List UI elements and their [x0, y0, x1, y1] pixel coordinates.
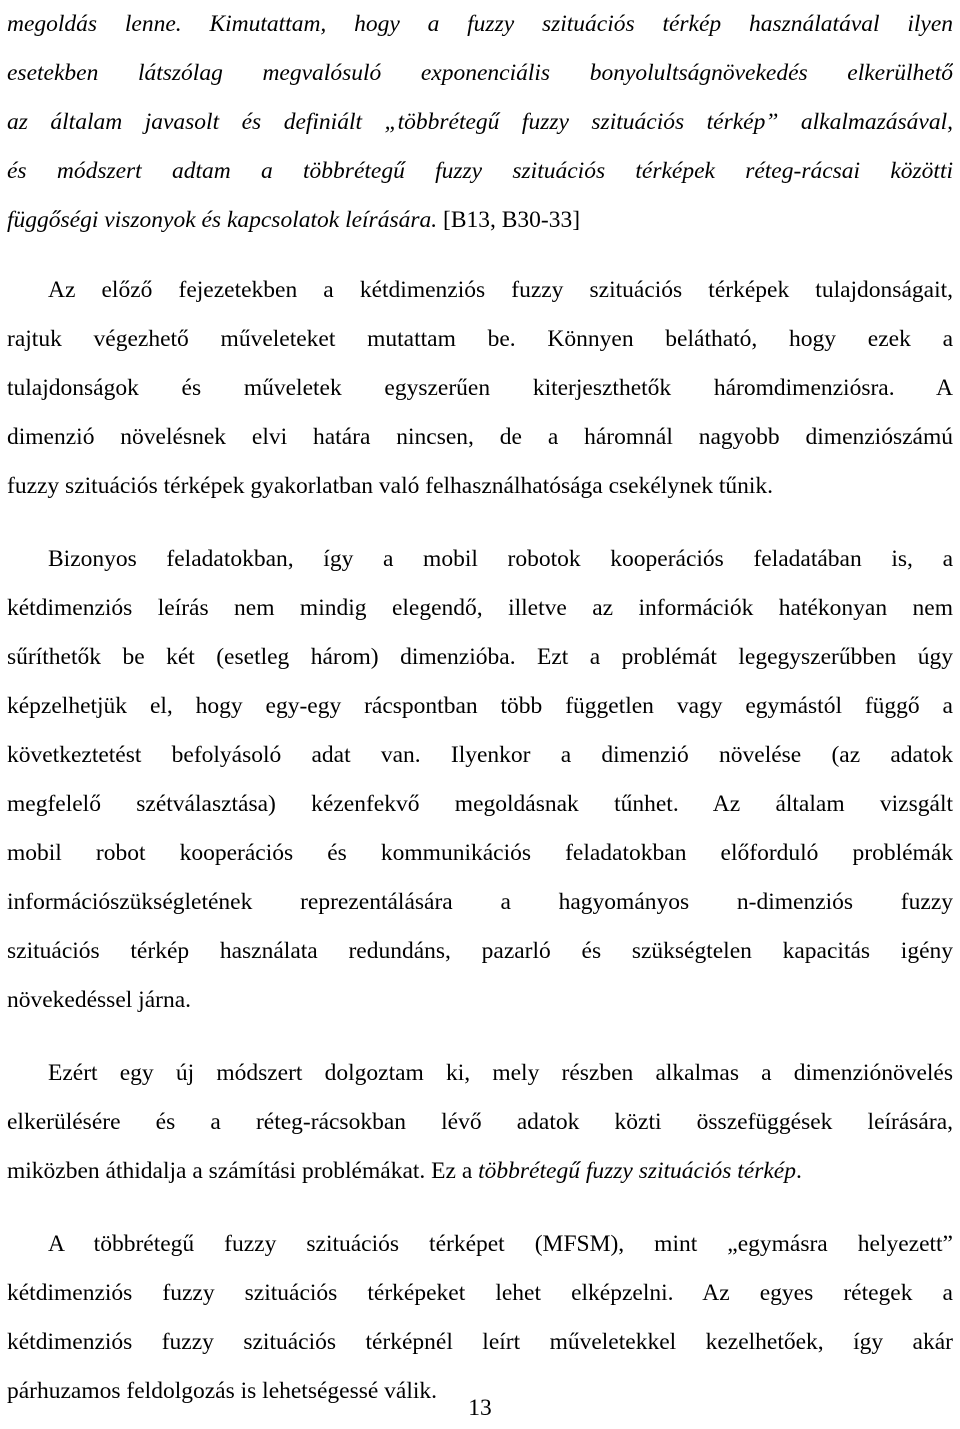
- text-line: megfelelő szétválasztása) kézenfekvő megoldásnak tűnhet. Az általam vizsgált: [7, 791, 953, 817]
- paragraph-gap: [7, 511, 953, 535]
- text-line: Az előző fejezetekben a kétdimenziós fuzzy szituációs térképek tulajdonságait,: [48, 277, 953, 303]
- text-line: párhuzamos feldolgozás is lehetségessé válik.: [7, 1378, 438, 1404]
- text-line: kétdimenziós leírás nem mindig elegendő, illetve az információk hatékonyan nem: [7, 595, 953, 621]
- text-line: [7, 1147, 953, 1196]
- text-line: és módszert adtam a többrétegű fuzzy szituációs térképek réteg-rácsai közötti: [7, 158, 953, 184]
- plain-text: miközben áthidalja a számítási problémákat. Ez a: [7, 1158, 479, 1184]
- paragraph: [7, 1049, 953, 1196]
- paragraph: [7, 1220, 953, 1416]
- plain-text: .: [795, 1158, 802, 1184]
- text-line: sűríthetők be két (esetleg három) dimenzióba. Ezt a problémát legegyszerűbben úgy: [7, 644, 953, 670]
- text-line: szituációs térkép használata redundáns, pazarló és szükségtelen kapacitás igény: [7, 938, 953, 964]
- reference-citation: [B13, B30-33]: [437, 207, 581, 233]
- paragraph-continuation: [7, 0, 953, 245]
- paragraph: [7, 266, 953, 511]
- text-line: megoldás lenne. Kimutattam, hogy a fuzzy szituációs térkép használatával ilyen: [7, 11, 953, 37]
- italic-text: függőségi viszonyok és kapcsolatok leírására.: [7, 207, 438, 233]
- paragraph-gap: [7, 245, 953, 266]
- text-line: Ezért egy új módszert dolgoztam ki, mely részben alkalmas a dimenziónövelés: [48, 1060, 953, 1086]
- text-line: dimenzió növelésnek elvi határa nincsen, de a háromnál nagyobb dimenziószámú: [7, 424, 953, 450]
- paragraph-gap: [7, 1196, 953, 1220]
- text-line: az általam javasolt és definiált „többrétegű fuzzy szituációs térkép” alkalmazásával,: [7, 109, 953, 135]
- page-number: 13: [468, 1395, 492, 1421]
- text-line: [7, 196, 953, 245]
- paragraph: [7, 535, 953, 1025]
- italic-term: többrétegű fuzzy szituációs térkép: [478, 1158, 796, 1184]
- text-line: tulajdonságok és műveletek egyszerűen kiterjeszthetők háromdimenziósra. A: [7, 375, 953, 401]
- text-line: fuzzy szituációs térképek gyakorlatban való felhasználhatósága csekélynek tűnik.: [7, 473, 774, 499]
- text-line: kétdimenziós fuzzy szituációs térképnél leírt műveletekkel kezelhetőek, így akár: [7, 1329, 953, 1355]
- text-line: mobil robot kooperációs és kommunikációs feladatokban előforduló problémák: [7, 840, 953, 866]
- text-line: esetekben látszólag megvalósuló exponenciális bonyolultságnövekedés elkerülhető: [7, 60, 953, 86]
- text-line: képzelhetjük el, hogy egy-egy rácspontban több független vagy egymástól függő a: [7, 693, 953, 719]
- text-line: Bizonyos feladatokban, így a mobil robotok kooperációs feladatában is, a: [48, 546, 953, 572]
- text-line: következtetést befolyásoló adat van. Ilyenkor a dimenzió növelése (az adatok: [7, 742, 953, 768]
- text-line: kétdimenziós fuzzy szituációs térképeket lehet elképzelni. Az egyes rétegek a: [7, 1280, 953, 1306]
- text-line: elkerülésére és a réteg-rácsokban lévő adatok közti összefüggések leírására,: [7, 1109, 953, 1135]
- paragraph-gap: [7, 1025, 953, 1049]
- text-line: növekedéssel járna.: [7, 987, 192, 1013]
- text-line: rajtuk végezhető műveleteket mutattam be. Könnyen belátható, hogy ezek a: [7, 326, 953, 352]
- text-line: A többrétegű fuzzy szituációs térképet (MFSM), mint „egymásra helyezett”: [48, 1231, 953, 1257]
- text-line: információszükségletének reprezentálására a hagyományos n-dimenziós fuzzy: [7, 889, 953, 915]
